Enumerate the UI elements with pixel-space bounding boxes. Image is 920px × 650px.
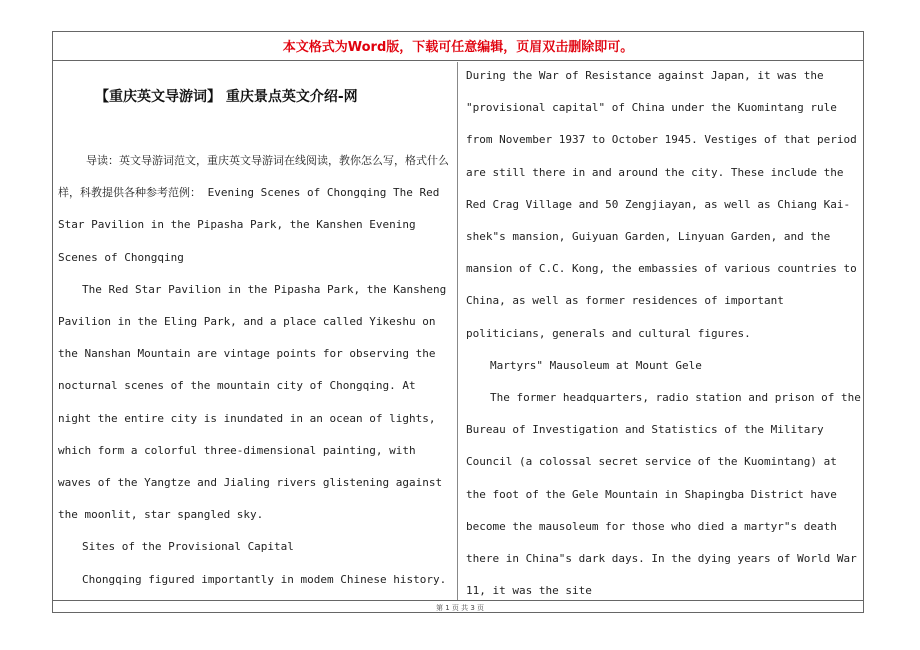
section-heading: Sites of the Provisional Capital — [82, 540, 294, 554]
paragraph: The former headquarters, radio station and prison of the Bureau of Investigation and Statistics of the Military Council (a colossal secret service of the Kuomintang) at the foot of the Gele Mountain in Shapingba District have become the mausoleum for those who died a martyr"s death there in China"s dark days. In the dying years of World War 11, it was the site — [466, 391, 861, 598]
section-heading: Martyrs" Mausoleum at Mount Gele — [490, 358, 702, 372]
paragraph: The Red Star Pavilion in the Pipasha Park, the Kansheng Pavilion in the Eling Park, and a place called Yikeshu on the Nanshan Mountain are vintage points for observing the nocturnal scenes of the mountain city of Chongqing. At night the entire city is inundated in an ocean of lights, which form a colorful three-dimensional painting, with waves of the Yangtze and Jialing rivers glistening against the moonlit, star spangled sky. — [58, 282, 447, 522]
paragraph: Chongqing figured importantly in modem Chinese history. — [82, 572, 447, 586]
column-divider — [457, 62, 458, 600]
document-title: 【重庆英文导游词】 重庆景点英文介绍-网 — [95, 89, 358, 105]
right-column — [466, 60, 862, 607]
page-number: 第 1 页 共 3 页 — [435, 604, 485, 612]
left-column — [58, 145, 450, 596]
paragraph: During the War of Resistance against Japan, it was the "provisional capital" of China under the Kuomintang rule from November 1937 to October 1945. Vestiges of that period are still there in and around the city. These include the Red Crag Village and 50 Zengjiayan, as well as Chiang Kai-shek"s mansion, Guiyuan Garden, Linyuan Garden, and the mansion of C.C. Kong, the embassies of various countries to China, as well as former residences of important politicians, generals and cultural figures. — [466, 69, 857, 340]
lead-paragraph: 导读：英文导游词范文，重庆英文导游词在线阅读，教你怎么写，格式什么样，科教提供各种参考范例： Evening Scenes of Chongqing The Red Star Pavilion in the Pipasha Park, the Kanshen Evening Scenes of Chongqing — [58, 154, 449, 264]
header-banner: 本文格式为Word版，下载可任意编辑，页眉双击删除即可。 — [282, 40, 634, 55]
